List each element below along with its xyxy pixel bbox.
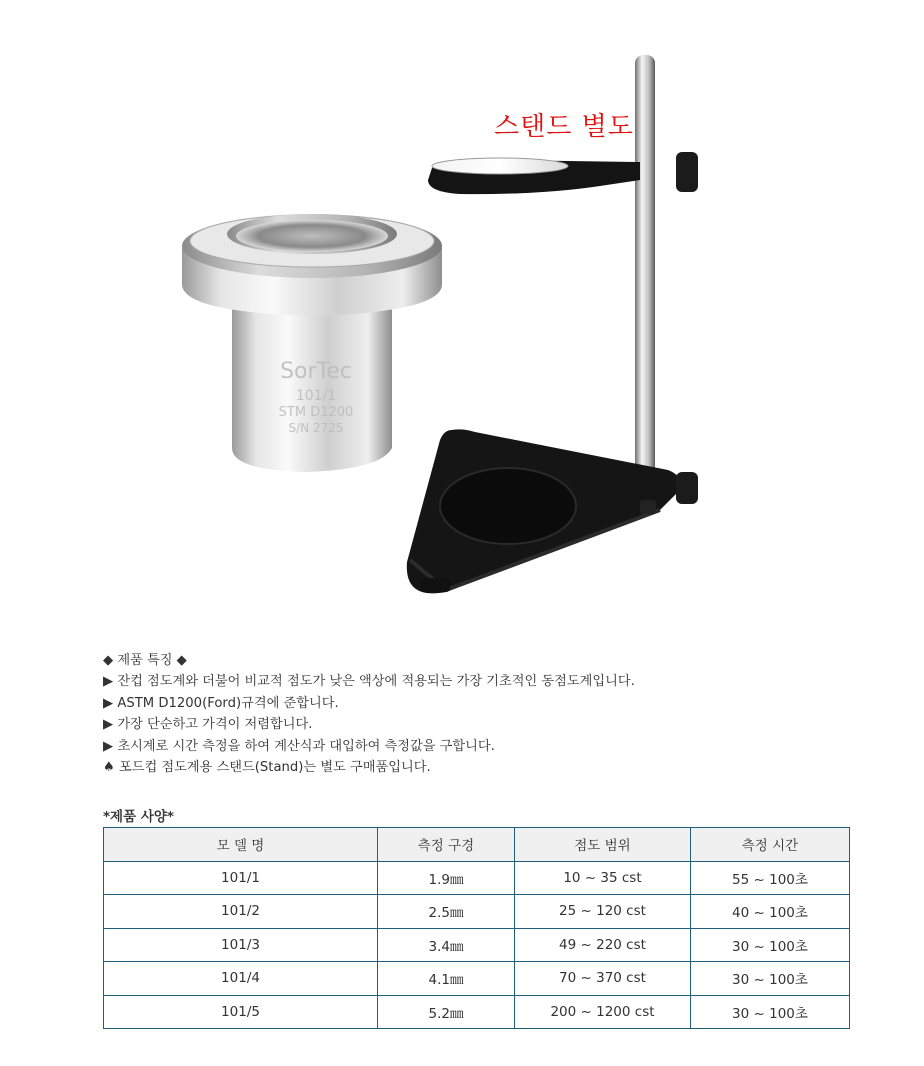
cell-model: 101/4 [104,962,378,996]
engraving-brand: SorTec [280,359,352,384]
engraving-model: 101/1 [295,388,337,404]
feature-item: ▶ 잔컵 점도계와 더불어 비교적 점도가 낮은 액상에 적용되는 가장 기초적인 동점도계입니다. [103,674,635,690]
features-heading: ◆ 제품 특징 ◆ [103,653,187,668]
cell-time: 30 ~ 100초 [691,928,850,962]
spec-title: *제품 사양* [103,809,174,825]
stand-sold-separately-label: 스탠드 별도 [494,112,634,142]
cell-orifice: 2.5㎜ [378,895,515,929]
table-row [104,995,850,1029]
spec-table [103,827,850,1029]
table-row [104,861,850,895]
cell-viscosity: 10 ~ 35 cst [515,861,691,895]
table-row [104,895,850,929]
cell-viscosity: 49 ~ 220 cst [515,928,691,962]
cell-orifice: 3.4㎜ [378,928,515,962]
cell-orifice: 5.2㎜ [378,995,515,1029]
cell-time: 55 ~ 100초 [691,861,850,895]
cell-orifice: 4.1㎜ [378,962,515,996]
cell-viscosity: 25 ~ 120 cst [515,895,691,929]
header-flow-time: 측정 시간 [691,828,850,862]
table-header-row [104,828,850,862]
header-viscosity-range: 점도 범위 [515,828,691,862]
header-model: 모 델 명 [104,828,378,862]
cell-model: 101/5 [104,995,378,1029]
feature-item: ▶ 가장 단순하고 가격이 저렴합니다. [103,717,313,733]
feature-note: ♠ 포드컵 점도계용 스탠드(Stand)는 별도 구매품입니다. [103,760,431,776]
cell-viscosity: 70 ~ 370 cst [515,962,691,996]
product-features [103,650,863,778]
engraving-standard: STM D1200 [278,405,354,420]
feature-item: ▶ 초시계로 시간 측정을 하여 계산식과 대입하여 측정값을 구합니다. [103,738,495,754]
header-orifice: 측정 구경 [378,828,515,862]
cell-time: 30 ~ 100초 [691,995,850,1029]
cell-orifice: 1.9㎜ [378,861,515,895]
table-row [104,928,850,962]
engraving-serial: S/N 2725 [288,421,344,435]
cell-model: 101/3 [104,928,378,962]
cell-viscosity: 200 ~ 1200 cst [515,995,691,1029]
cell-model: 101/1 [104,861,378,895]
ford-cup [182,214,442,472]
feature-item: ▶ ASTM D1200(Ford)규격에 준합니다. [103,695,339,711]
cell-time: 30 ~ 100초 [691,962,850,996]
cell-model: 101/2 [104,895,378,929]
table-row [104,962,850,996]
cell-time: 40 ~ 100초 [691,895,850,929]
